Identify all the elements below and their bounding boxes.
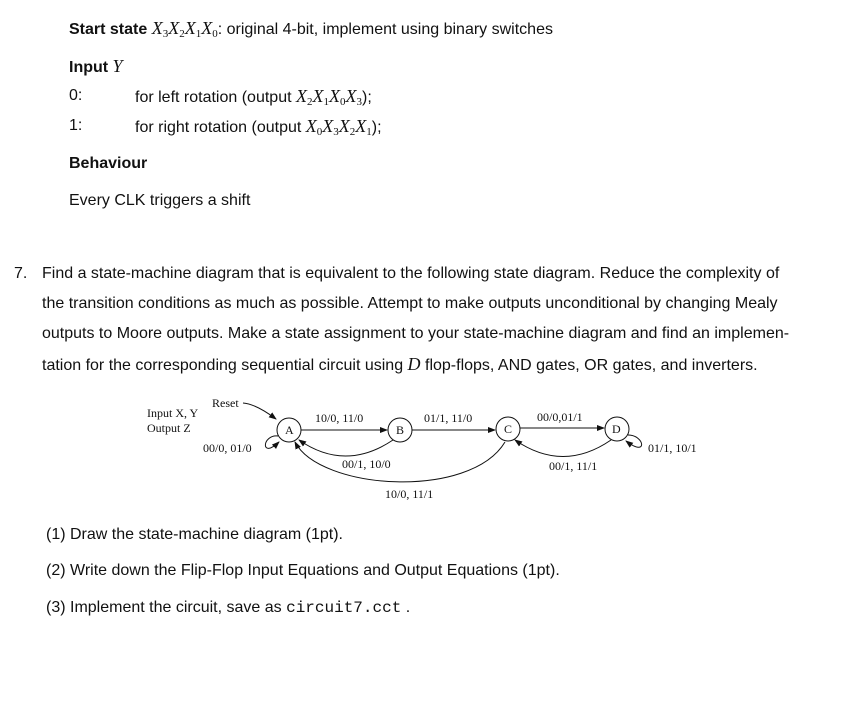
input-label: Input: [69, 59, 109, 76]
svg-text:D: D: [612, 422, 621, 436]
circuit-filename: circuit7.cct: [286, 599, 402, 617]
input-row-1-desc: for right rotation (output $X_0X_3X_2X_1$);: [135, 116, 382, 138]
start-state-desc: : original 4-bit, implement using binary switches: [217, 21, 553, 38]
state-a: [277, 418, 301, 442]
b-to-c-label: 01/1, 11/0: [424, 411, 473, 425]
d-to-c-label: 00/1, 11/1: [549, 459, 598, 473]
state-d: [605, 417, 629, 441]
c-to-a-label: 10/0, 11/1: [385, 487, 434, 501]
a-to-b-label: 10/0, 11/0: [315, 411, 364, 425]
b-to-a-label: 00/1, 10/0: [342, 457, 391, 471]
svg-text:B: B: [396, 423, 405, 437]
svg-text:C: C: [504, 422, 513, 436]
question-number: 7.: [14, 265, 28, 282]
input-row-1-value: 1:: [69, 117, 83, 134]
d-self-loop: [626, 435, 642, 447]
question-line-3: outputs to Moore outputs. Make a state assignment to your state-machine diagram and find an implemen-: [42, 325, 790, 342]
b-to-a-arrow: [299, 440, 393, 456]
d-self-label: 01/1, 10/1: [648, 441, 697, 455]
reset-arrow: [243, 403, 276, 419]
svg-text:A: A: [285, 423, 294, 437]
start-state-math: $X_3X_2X_1X_0$: [151, 18, 218, 40]
input-row-0-value: 0:: [69, 87, 83, 104]
state-b: [388, 418, 412, 442]
a-self-label: 00/0, 01/0: [203, 441, 252, 455]
a-self-loop: [265, 436, 279, 448]
question-line-2: the transition conditions as much as possible. Attempt to make outputs unconditional by changing Mealy: [42, 295, 778, 312]
behaviour-text: Every CLK triggers a shift: [69, 192, 251, 209]
input-var: Y: [112, 56, 123, 76]
task-2: (2) Write down the Flip-Flop Input Equations and Output Equations (1pt).: [46, 562, 560, 579]
legend-output: Output Z: [147, 421, 191, 435]
d-to-c-arrow: [515, 440, 611, 457]
reset-label: Reset: [212, 396, 239, 410]
question-line-1: Find a state-machine diagram that is equivalent to the following state diagram. Reduce the complexity of: [42, 265, 780, 282]
start-state-line: [69, 18, 553, 40]
state-diagram: [0, 390, 852, 510]
task-1: (1) Draw the state-machine diagram (1pt).: [46, 526, 343, 543]
legend-input: Input X, Y: [147, 406, 199, 420]
behaviour-label: Behaviour: [69, 155, 148, 172]
start-state-label: Start state: [69, 21, 148, 38]
c-to-a-arrow: [295, 442, 505, 482]
task-3: (3) Implement the circuit, save as circuit7.cct .: [46, 599, 411, 617]
c-to-d-label: 00/0,01/1: [537, 410, 583, 424]
state-c: [496, 417, 520, 441]
input-heading: [69, 56, 123, 77]
question-line-4: tation for the corresponding sequential circuit using D flop-flops, AND gates, OR gates, and inverters.: [42, 354, 758, 374]
input-row-0-desc: for left rotation (output $X_2X_1X_0X_3$);: [135, 86, 372, 108]
